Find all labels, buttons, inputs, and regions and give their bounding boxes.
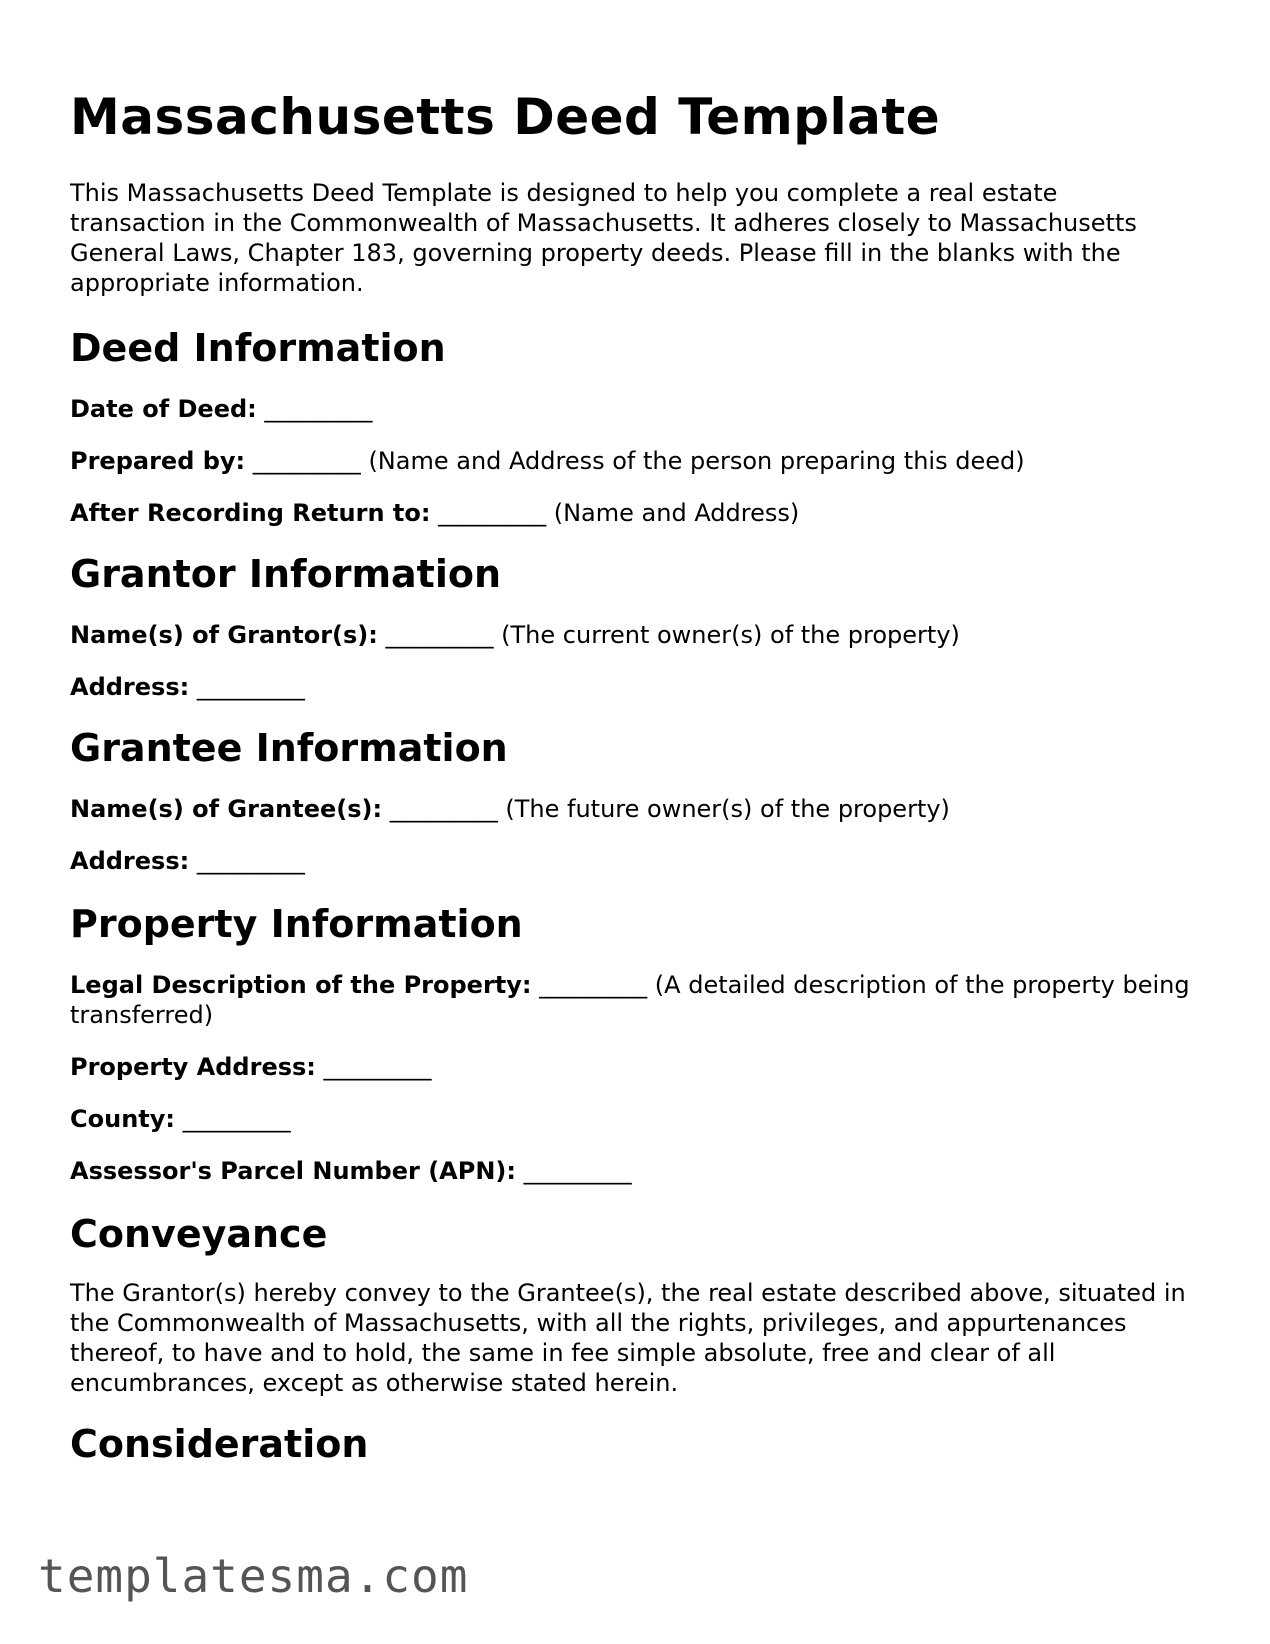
- intro-paragraph: This Massachusetts Deed Template is designed to help you complete a real estate transaction in the Commonwealth of Massachusetts. It adheres closely to Massachusetts General Laws, Chapter 183, governing property deeds. Please fill in the blanks with the appropriate information.: [70, 179, 1137, 297]
- conveyance-paragraph: The Grantor(s) hereby convey to the Grantee(s), the real estate described above, situated in the Commonwealth of Massachusetts, with all the rights, privileges, and appurtenances thereof, to have and to hold, the same in fee simple absolute, free and clear of all encumbrances, except as otherwise stated herein.: [70, 1279, 1186, 1397]
- section-heading-consideration: Consideration: [70, 1422, 369, 1466]
- field-grantee-names: [70, 794, 1200, 824]
- section-heading-grantee-information: Grantee Information: [70, 726, 508, 770]
- field-label: Address:: [70, 847, 190, 875]
- blank-line: _________: [438, 499, 547, 527]
- field-prepared-by: [70, 446, 1200, 476]
- field-grantor-address: [70, 672, 1200, 702]
- field-label: Name(s) of Grantor(s):: [70, 621, 378, 649]
- field-after-recording-return-to: [70, 498, 1200, 528]
- field-county: [70, 1104, 1200, 1134]
- field-label: Assessor's Parcel Number (APN):: [70, 1157, 516, 1185]
- field-label: Name(s) of Grantee(s):: [70, 795, 383, 823]
- field-label: Date of Deed:: [70, 395, 257, 423]
- field-label: Property Address:: [70, 1053, 316, 1081]
- field-property-address: [70, 1052, 1200, 1082]
- field-grantor-names: [70, 620, 1200, 650]
- watermark: templatesma.com: [38, 1549, 469, 1603]
- blank-line: _________: [264, 395, 373, 423]
- section-heading-deed-information: Deed Information: [70, 326, 446, 370]
- field-grantee-address: [70, 846, 1200, 876]
- field-note: (The current owner(s) of the property): [501, 621, 960, 649]
- field-note: (Name and Address): [553, 499, 800, 527]
- field-label: Address:: [70, 673, 190, 701]
- section-heading-grantor-information: Grantor Information: [70, 552, 502, 596]
- blank-line: _________: [385, 621, 494, 649]
- field-legal-description: [70, 970, 1200, 1030]
- blank-line: _________: [539, 971, 648, 999]
- field-label: County:: [70, 1105, 175, 1133]
- blank-line: _________: [323, 1053, 432, 1081]
- blank-line: _________: [196, 847, 305, 875]
- blank-line: _________: [389, 795, 498, 823]
- blank-line: _________: [523, 1157, 632, 1185]
- field-apn: [70, 1156, 1200, 1186]
- field-label: After Recording Return to:: [70, 499, 431, 527]
- blank-line: _________: [252, 447, 361, 475]
- page-title: Massachusetts Deed Template: [70, 88, 941, 146]
- blank-line: _________: [182, 1105, 291, 1133]
- document-page: [70, 86, 1200, 1468]
- field-label: Legal Description of the Property:: [70, 971, 532, 999]
- field-date-of-deed: [70, 394, 1200, 424]
- section-heading-property-information: Property Information: [70, 902, 523, 946]
- field-label: Prepared by:: [70, 447, 246, 475]
- section-heading-conveyance: Conveyance: [70, 1212, 328, 1256]
- field-note: (The future owner(s) of the property): [505, 795, 950, 823]
- field-note: (A detailed description of the property being transferred): [70, 971, 1190, 1029]
- blank-line: _________: [196, 673, 305, 701]
- field-note: (Name and Address of the person preparing this deed): [368, 447, 1025, 475]
